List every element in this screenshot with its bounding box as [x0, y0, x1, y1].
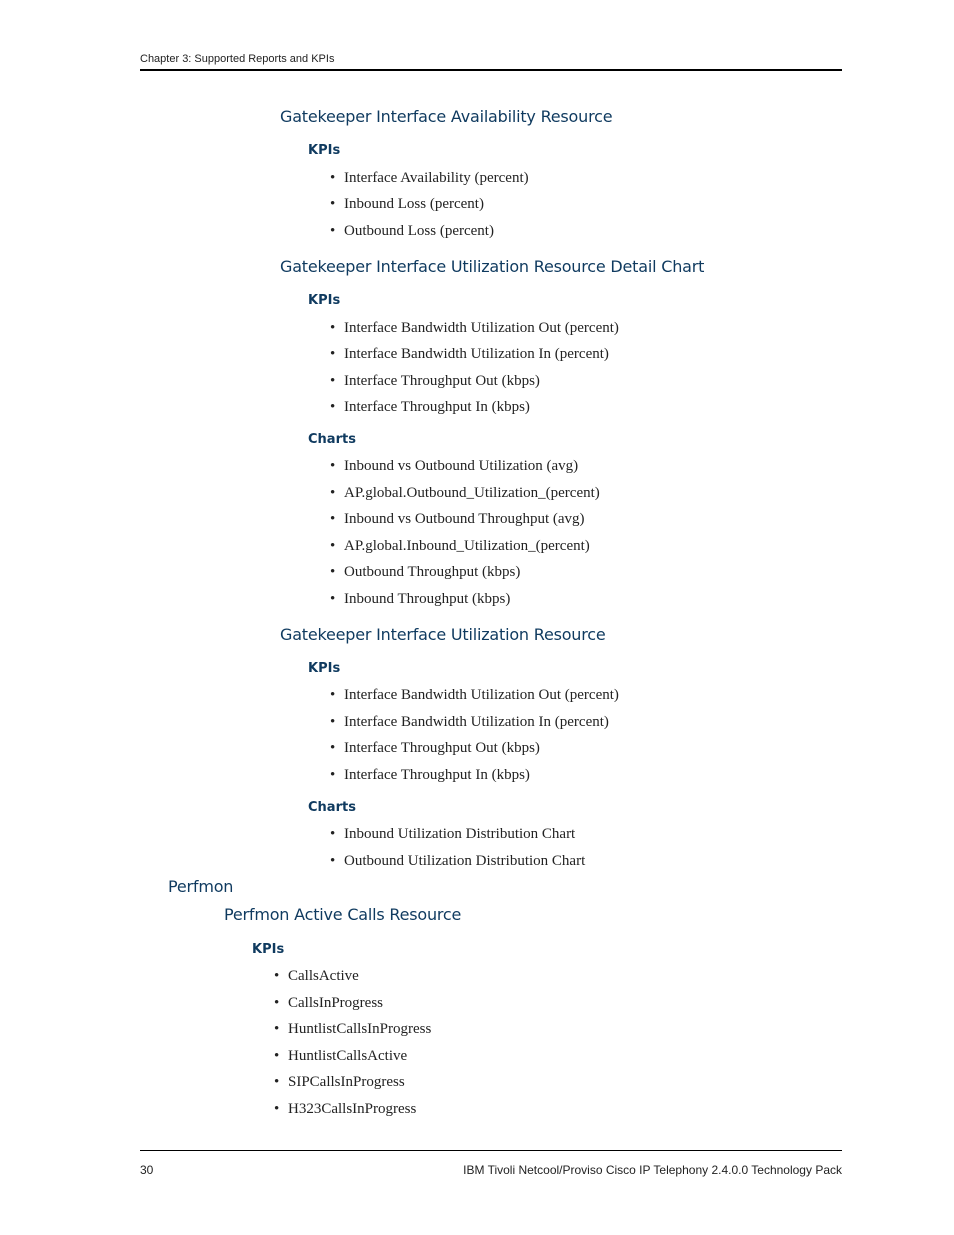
bullet-icon: •	[274, 1101, 280, 1117]
list-item: • Outbound Throughput (kbps)	[330, 564, 521, 580]
list-item: • Interface Bandwidth Utilization In (percent)	[330, 714, 609, 730]
list-item: • Outbound Utilization Distribution Chart	[330, 853, 586, 869]
bullet-icon: •	[330, 767, 336, 783]
list-item: • Inbound Utilization Distribution Chart	[330, 826, 576, 842]
list-item: • CallsActive	[274, 968, 359, 984]
bullet-icon: •	[274, 1048, 280, 1064]
kpis-heading: KPIs	[308, 143, 341, 158]
page-number: 30	[140, 1163, 154, 1177]
list-item: • AP.global.Inbound_Utilization_(percent)	[330, 538, 590, 554]
charts-heading: Charts	[308, 432, 356, 447]
bullet-icon: •	[330, 458, 336, 474]
kpis-heading: KPIs	[308, 661, 341, 676]
footer-rule	[140, 1150, 842, 1151]
bullet-icon: •	[330, 564, 336, 580]
list-item: • Interface Throughput Out (kbps)	[330, 373, 540, 389]
bullet-icon: •	[330, 170, 336, 186]
list-item: • Inbound vs Outbound Throughput (avg)	[330, 511, 585, 527]
charts-heading: Charts	[308, 800, 356, 815]
bullet-icon: •	[274, 995, 280, 1011]
list-item: • AP.global.Outbound_Utilization_(percent)	[330, 485, 600, 501]
bullet-icon: •	[274, 1074, 280, 1090]
bullet-icon: •	[274, 1021, 280, 1037]
bullet-icon: •	[330, 591, 336, 607]
bullet-icon: •	[330, 714, 336, 730]
bullet-icon: •	[330, 346, 336, 362]
list-item: • Outbound Loss (percent)	[330, 223, 494, 239]
list-item: • Interface Throughput Out (kbps)	[330, 740, 540, 756]
list-item: • HuntlistCallsInProgress	[274, 1021, 432, 1037]
list-item: • Interface Bandwidth Utilization In (percent)	[330, 346, 609, 362]
bullet-icon: •	[330, 223, 336, 239]
list-item: • Inbound Loss (percent)	[330, 196, 484, 212]
list-item: • Inbound Throughput (kbps)	[330, 591, 511, 607]
section-title-perfmon: Perfmon	[168, 877, 234, 896]
list-item: • CallsInProgress	[274, 995, 383, 1011]
running-header: Chapter 3: Supported Reports and KPIs	[140, 53, 335, 65]
bullet-icon: •	[330, 373, 336, 389]
list-item: • HuntlistCallsActive	[274, 1048, 408, 1064]
list-item: • Interface Availability (percent)	[330, 170, 529, 186]
list-item: • Interface Throughput In (kbps)	[330, 767, 530, 783]
list-item: • SIPCallsInProgress	[274, 1074, 405, 1090]
list-item: • Interface Bandwidth Utilization Out (percent)	[330, 687, 619, 703]
section-title-gk-util-detail: Gatekeeper Interface Utilization Resource Detail Chart	[280, 257, 705, 276]
list-item: • Interface Bandwidth Utilization Out (percent)	[330, 320, 619, 336]
bullet-icon: •	[330, 485, 336, 501]
list-item: • Inbound vs Outbound Utilization (avg)	[330, 458, 579, 474]
section-title-gk-availability: Gatekeeper Interface Availability Resource	[280, 107, 613, 126]
bullet-icon: •	[330, 687, 336, 703]
bullet-icon: •	[330, 853, 336, 869]
footer-book-title: IBM Tivoli Netcool/Proviso Cisco IP Telephony 2.4.0.0 Technology Pack	[463, 1163, 842, 1177]
section-title-gk-util: Gatekeeper Interface Utilization Resource	[280, 625, 606, 644]
section-title-perfmon-active-calls: Perfmon Active Calls Resource	[224, 905, 462, 924]
bullet-icon: •	[330, 538, 336, 554]
bullet-icon: •	[330, 399, 336, 415]
kpis-heading: KPIs	[252, 942, 285, 957]
kpis-heading: KPIs	[308, 293, 341, 308]
bullet-icon: •	[330, 511, 336, 527]
bullet-icon: •	[274, 968, 280, 984]
bullet-icon: •	[330, 320, 336, 336]
bullet-icon: •	[330, 740, 336, 756]
header-rule	[140, 69, 842, 71]
list-item: • Interface Throughput In (kbps)	[330, 399, 530, 415]
bullet-icon: •	[330, 826, 336, 842]
bullet-icon: •	[330, 196, 336, 212]
list-item: • H323CallsInProgress	[274, 1101, 417, 1117]
